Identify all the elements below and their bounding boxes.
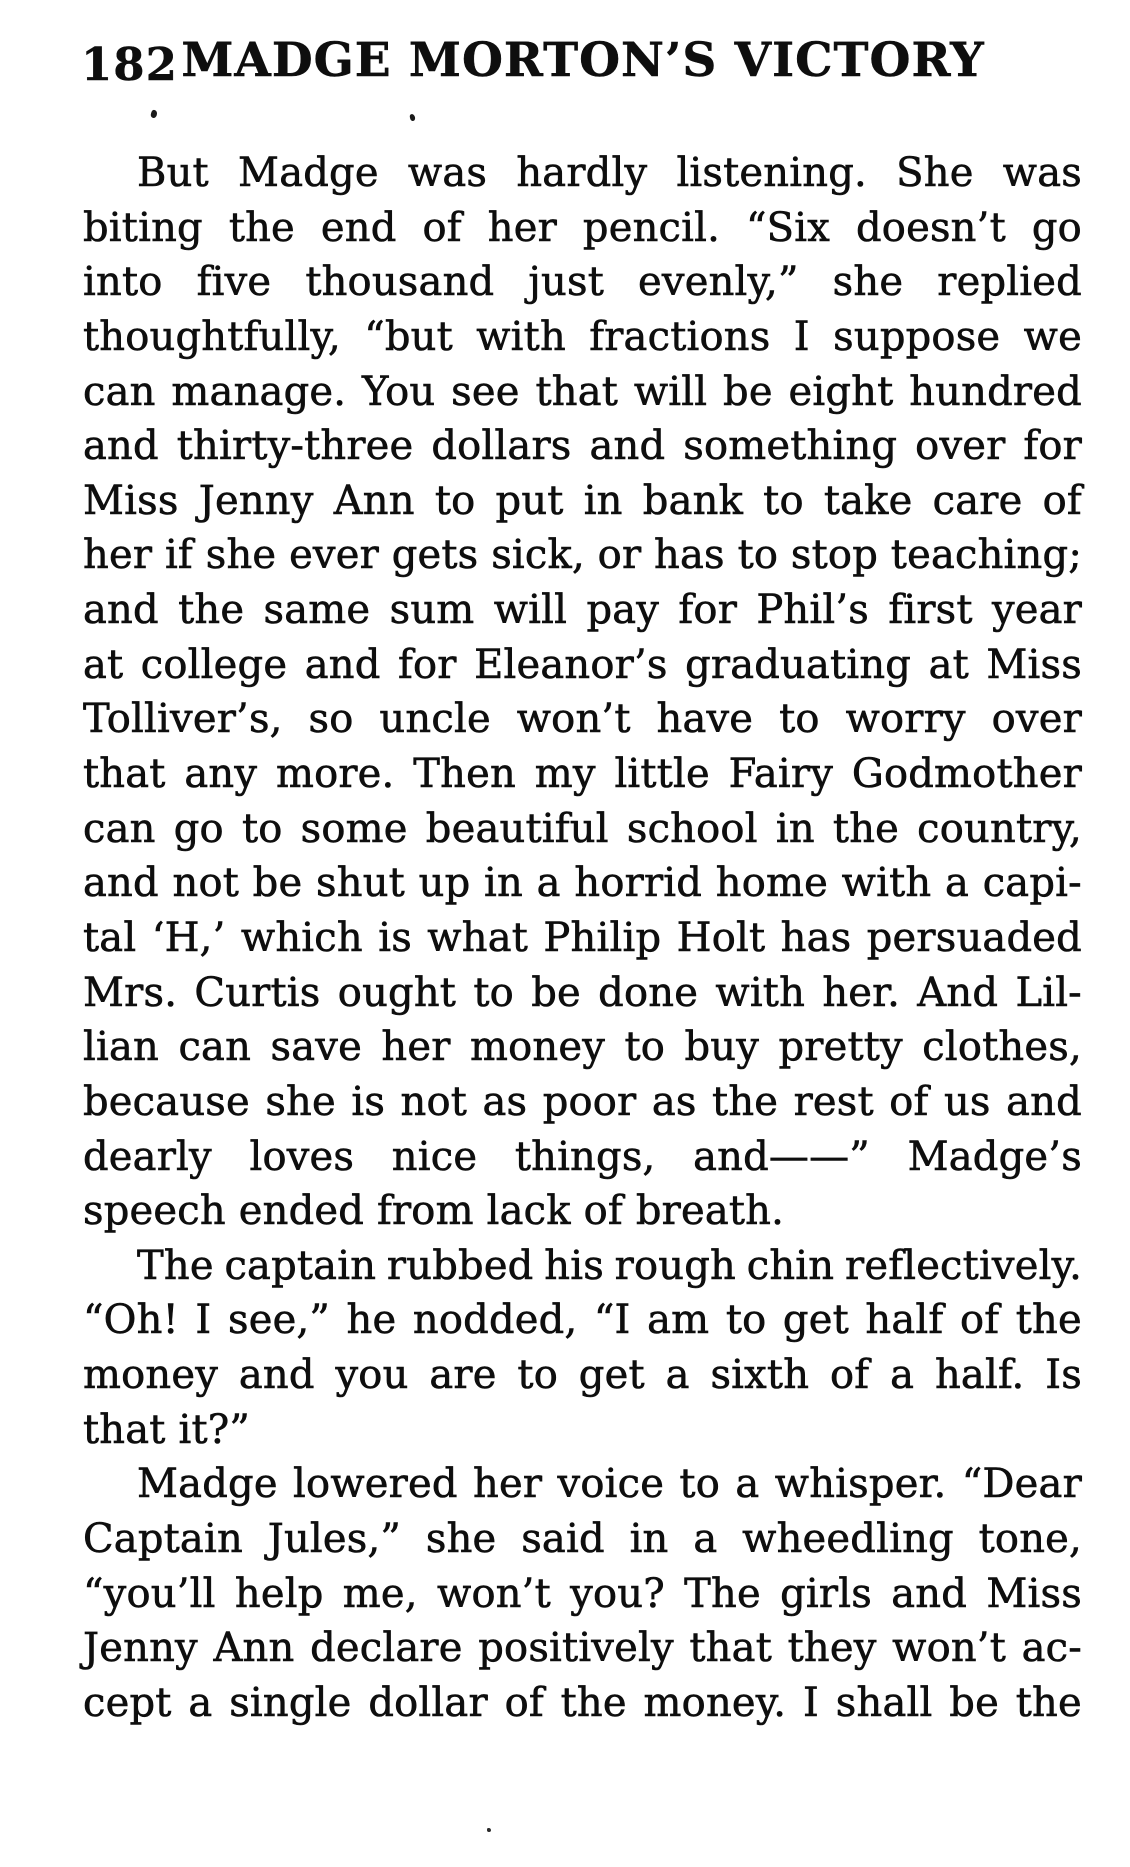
word: her [381, 1024, 451, 1071]
text-line [83, 255, 1082, 310]
word: ac- [1021, 1625, 1082, 1672]
word: declare [310, 1625, 463, 1672]
word: Madge [137, 1461, 278, 1508]
word: dollars [431, 423, 572, 470]
word: voice [557, 1461, 665, 1508]
text-line [83, 638, 1082, 693]
word: stop [790, 532, 879, 579]
word: suppose [833, 313, 1001, 360]
word: sixth [710, 1352, 810, 1399]
word: and——” [693, 1133, 870, 1180]
word: Eleanor’s [474, 641, 668, 688]
word: can [83, 805, 156, 852]
word: will [633, 368, 708, 415]
word: was [1002, 150, 1082, 196]
word: country, [917, 805, 1082, 852]
text-line [83, 802, 1082, 857]
word: thousand [305, 259, 495, 306]
word: dearly [83, 1133, 212, 1180]
word: she [425, 1516, 497, 1563]
word: wheedling [742, 1516, 954, 1563]
word: to [737, 532, 779, 579]
word: Then [413, 751, 516, 798]
word: money. [643, 1679, 787, 1726]
word: captain [224, 1242, 377, 1289]
word: I [195, 1297, 212, 1344]
word: year [991, 587, 1082, 634]
text-line [83, 1239, 1082, 1294]
word: some [300, 805, 408, 852]
word: see,” [227, 1297, 331, 1344]
word: worry [845, 696, 966, 743]
word: capi- [982, 860, 1082, 907]
word: as [651, 1078, 697, 1125]
word: and [891, 1570, 968, 1617]
word: they [787, 1625, 877, 1672]
word: lian [83, 1024, 159, 1071]
word: five [196, 259, 272, 306]
word: buy [684, 1024, 760, 1071]
word: the [1015, 1679, 1082, 1726]
word: shut [316, 860, 405, 907]
word: be [949, 1679, 999, 1726]
word: her [473, 1461, 543, 1508]
word: my [534, 751, 596, 798]
text-line [83, 911, 1082, 966]
word: her. [822, 969, 901, 1016]
word: She [896, 150, 974, 196]
word: I [802, 1679, 819, 1726]
word: half [865, 1297, 944, 1344]
word: whisper. [774, 1461, 947, 1508]
word: replied [937, 259, 1082, 306]
word: Mrs. [83, 969, 178, 1016]
word: is [378, 914, 412, 961]
word: she [205, 532, 277, 579]
word: nodded, [412, 1297, 578, 1344]
word: in [629, 1516, 669, 1563]
word: and [238, 1352, 315, 1399]
word: care [932, 477, 1023, 524]
word: ‘H,’ [151, 914, 226, 961]
word: for [397, 641, 457, 688]
word: Holt [676, 914, 766, 961]
word: end [320, 204, 397, 251]
word: can [83, 368, 156, 415]
word: sick, [491, 532, 585, 579]
word: a [944, 860, 970, 907]
word: positively [478, 1625, 674, 1672]
word: to [241, 805, 283, 852]
word: the [712, 1078, 779, 1125]
word: But [137, 150, 209, 196]
word: more. [275, 751, 395, 798]
text-line [83, 1130, 1082, 1185]
word: a [693, 1516, 718, 1563]
word: take [823, 477, 913, 524]
word: Jenny [83, 1625, 198, 1672]
word: be [252, 860, 303, 907]
word: are [429, 1352, 497, 1399]
text-line [83, 583, 1082, 638]
word: the [178, 587, 245, 634]
text-line [83, 966, 1082, 1021]
word: because [83, 1078, 250, 1125]
text-line [83, 310, 1082, 365]
word: to [434, 477, 476, 524]
word: dollar [368, 1679, 488, 1726]
text-line: that it?” [83, 1406, 251, 1453]
word: up [418, 860, 471, 907]
word: not [172, 860, 240, 907]
word: Philip [543, 914, 662, 961]
word: “Six [746, 204, 831, 251]
word: a [735, 1461, 760, 1508]
text-line [83, 1457, 1082, 1512]
word: you [335, 1352, 409, 1399]
word: of [422, 204, 462, 251]
word: lowered [293, 1461, 458, 1508]
text-line [83, 201, 1082, 256]
word: first [888, 587, 973, 634]
word: over [915, 423, 1006, 470]
word: and [83, 423, 159, 470]
word: a [188, 1679, 213, 1726]
word: of [504, 1679, 544, 1726]
word: of [889, 1078, 929, 1125]
word: and [83, 587, 159, 634]
word: Godmother [851, 751, 1082, 798]
word: over [991, 696, 1082, 743]
word: which [240, 914, 363, 961]
word: be [723, 368, 773, 415]
word: evenly,” [638, 259, 799, 306]
word: was [407, 150, 488, 196]
word: go [1031, 204, 1082, 251]
word: thirty-three [176, 423, 414, 470]
word: tal [83, 914, 137, 961]
word: we [1023, 313, 1082, 360]
word: and [1006, 1078, 1082, 1125]
word: reflectively. [845, 1242, 1082, 1289]
word: not [400, 1078, 468, 1125]
word: Lil- [1015, 969, 1082, 1016]
word: Miss [83, 477, 179, 524]
word: Madge’s [907, 1133, 1082, 1180]
word: to [779, 696, 820, 743]
word: or [597, 532, 642, 579]
ink-speck [487, 1828, 491, 1832]
word: said [521, 1516, 605, 1563]
word: uncle [379, 696, 491, 743]
word: hundred [909, 368, 1082, 415]
word: am [647, 1297, 710, 1344]
word: help [234, 1570, 324, 1617]
word: Tolliver’s, [83, 696, 283, 743]
word: beautiful [425, 805, 609, 852]
word: home [715, 860, 828, 907]
word: things, [514, 1133, 656, 1180]
word: pretty [778, 1024, 903, 1071]
word: fractions [589, 313, 771, 360]
text-line: speech ended from lack of breath. [83, 1188, 785, 1235]
ink-speck [150, 109, 158, 118]
word: and [589, 423, 666, 470]
word: he [346, 1297, 397, 1344]
word: Phil’s [756, 587, 870, 634]
text-line [83, 856, 1082, 911]
word: “Dear [961, 1461, 1082, 1508]
word: the [1015, 1297, 1082, 1344]
word: a [665, 1352, 690, 1399]
word: of [829, 1352, 870, 1399]
word: as [482, 1078, 528, 1125]
word: be [531, 969, 581, 1016]
word: will [493, 587, 568, 634]
word: money [83, 1352, 219, 1399]
word: she [832, 259, 904, 306]
word: shall [835, 1679, 933, 1726]
word: Is [1045, 1352, 1082, 1399]
word: ever [289, 532, 379, 579]
word: with [476, 313, 566, 360]
word: have [656, 696, 754, 743]
word: that [689, 1625, 772, 1672]
word: to [763, 477, 804, 524]
word: pencil. [582, 204, 721, 251]
word: that [83, 751, 166, 798]
word: won’t [892, 1625, 1006, 1672]
text-line [83, 1293, 1082, 1348]
word: Madge [238, 150, 379, 196]
word: to [517, 1352, 558, 1399]
word: biting [83, 204, 203, 251]
word: “Oh! [83, 1297, 179, 1344]
running-title: MADGE MORTON’S VICTORY [181, 33, 985, 88]
word: ought [337, 969, 457, 1016]
word: manage. [171, 368, 347, 415]
word: sum [389, 587, 475, 634]
word: and [304, 641, 381, 688]
word: so [308, 696, 354, 743]
word: her [487, 204, 557, 251]
word: if [164, 532, 193, 579]
text-line [83, 1348, 1082, 1403]
word: won’t [437, 1570, 551, 1617]
text-line [83, 365, 1082, 420]
word: has [654, 532, 725, 579]
text-line [83, 1621, 1082, 1676]
word: rough [614, 1242, 736, 1289]
word: listening. [676, 150, 867, 196]
word: “you’ll [83, 1570, 216, 1617]
text-line [83, 1676, 1082, 1731]
word: money [469, 1024, 606, 1071]
text-line [83, 474, 1082, 529]
word: the [832, 805, 900, 852]
word: can [178, 1024, 252, 1071]
word: teaching; [890, 532, 1082, 579]
text-line [83, 1020, 1082, 1075]
word: doesn’t [856, 204, 1006, 251]
text-line [83, 528, 1082, 583]
word: to [624, 1024, 666, 1071]
word: cept [83, 1679, 172, 1726]
word: a [890, 1352, 915, 1399]
word: save [270, 1024, 362, 1071]
word: poor [542, 1078, 637, 1125]
word: Miss [986, 641, 1082, 688]
word: The [137, 1242, 214, 1289]
word: hardly [516, 150, 648, 196]
word: the [228, 204, 295, 251]
word: nice [391, 1133, 478, 1180]
word: Ann [333, 477, 415, 524]
page-body [83, 146, 1082, 1731]
word: college [140, 641, 288, 688]
word: a [536, 860, 561, 907]
word: done [598, 969, 699, 1016]
word: half. [934, 1352, 1025, 1399]
word: see [451, 368, 520, 415]
text-line [83, 1075, 1082, 1130]
word: just [528, 259, 604, 306]
ink-speck [409, 114, 415, 122]
word: tone, [978, 1516, 1082, 1563]
word: “but [364, 313, 453, 360]
word: “I [593, 1297, 631, 1344]
word: and [83, 860, 159, 907]
word: you? [570, 1570, 665, 1617]
word: that [535, 368, 619, 415]
text-line [83, 419, 1082, 474]
word: gets [391, 532, 479, 579]
word: persuaded [866, 914, 1082, 961]
text-line [83, 747, 1082, 802]
word: at [928, 641, 969, 688]
word: has [780, 914, 852, 961]
word: something [683, 423, 898, 470]
word: rubbed [386, 1242, 534, 1289]
word: for [678, 587, 738, 634]
word: chin [746, 1242, 835, 1289]
word: get [782, 1297, 849, 1344]
word: his [544, 1242, 604, 1289]
word: what [427, 914, 529, 961]
text-line [83, 692, 1082, 747]
page-number: 182 [81, 38, 178, 91]
word: single [229, 1679, 352, 1726]
word: Jules,” [267, 1516, 402, 1563]
word: Curtis [194, 969, 321, 1016]
word: me, [342, 1570, 418, 1617]
text-line [83, 1512, 1082, 1567]
word: thoughtfully, [83, 313, 341, 360]
word: at [83, 641, 124, 688]
word: to [679, 1461, 720, 1508]
word: Jenny [198, 477, 314, 524]
word: clothes, [922, 1024, 1082, 1071]
word: same [263, 587, 371, 634]
word: You [362, 368, 436, 415]
word: graduating [685, 641, 912, 688]
word: The [684, 1570, 761, 1617]
word: go [173, 805, 224, 852]
word: bank [642, 477, 744, 524]
word: in [484, 860, 524, 907]
word: into [83, 259, 163, 306]
word: rest [793, 1078, 874, 1125]
word: with [715, 969, 806, 1016]
text-line [83, 146, 1082, 201]
word: with [841, 860, 932, 907]
word: of [1042, 477, 1082, 524]
word: she [265, 1078, 336, 1125]
word: of [959, 1297, 1000, 1344]
word: her [83, 532, 153, 579]
word: us [943, 1078, 991, 1125]
word: pay [586, 587, 660, 634]
word: loves [249, 1133, 355, 1180]
word: Ann [213, 1625, 295, 1672]
text-line [83, 1567, 1082, 1622]
word: the [560, 1679, 627, 1726]
word: little [614, 751, 710, 798]
word: I [793, 313, 810, 360]
word: And [917, 969, 999, 1016]
word: put [495, 477, 564, 524]
word: in [583, 477, 623, 524]
word: horrid [574, 860, 703, 907]
word: girls [780, 1570, 872, 1617]
word: won’t [516, 696, 631, 743]
word: is [351, 1078, 386, 1125]
word: in [775, 805, 815, 852]
word: to [725, 1297, 767, 1344]
word: Fairy [728, 751, 834, 798]
word: eight [788, 368, 894, 415]
word: any [184, 751, 258, 798]
word: to [473, 969, 514, 1016]
word: for [1023, 423, 1082, 470]
word: get [578, 1352, 645, 1399]
word: school [626, 805, 758, 852]
word: Captain [83, 1516, 243, 1563]
word: Miss [986, 1570, 1082, 1617]
